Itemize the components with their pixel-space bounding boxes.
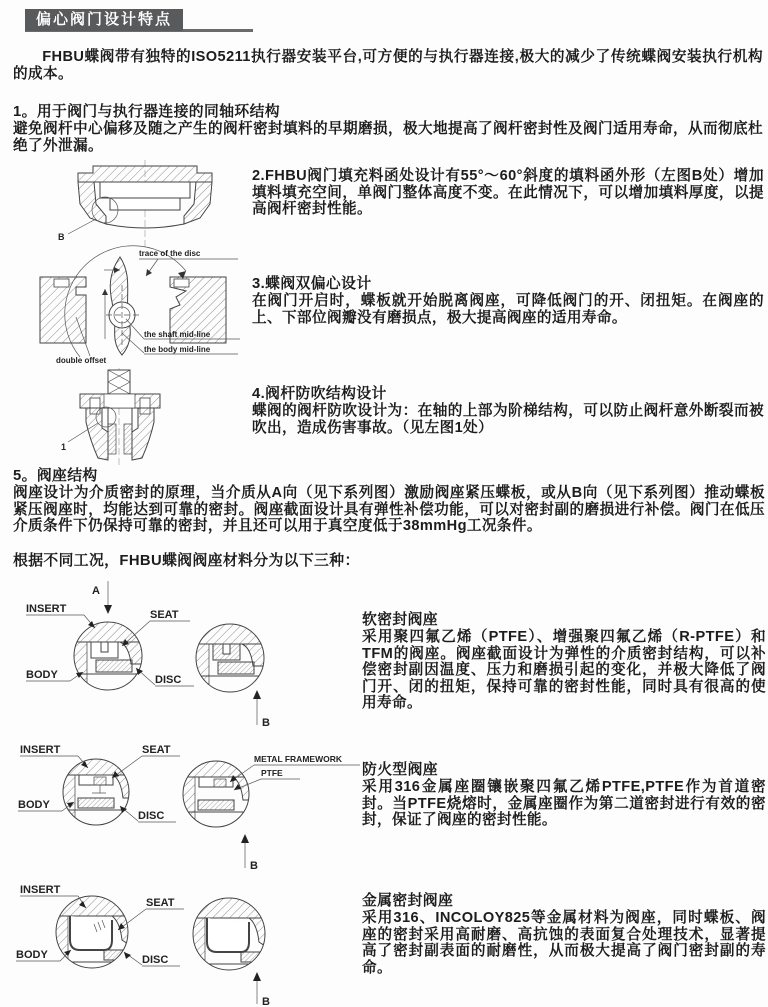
body-label: BODY xyxy=(18,799,50,811)
double-offset-label: double offset xyxy=(56,356,107,365)
seat-type-3-heading: 金属密封阀座 xyxy=(362,893,454,909)
flow-b-label: B xyxy=(262,717,270,729)
body-label: BODY xyxy=(26,669,58,681)
section-4-heading: 4.阀杆防吹结构设计 xyxy=(252,386,387,402)
seat-type-2-heading: 防火型阀座 xyxy=(362,762,438,778)
soft-seat-diagram xyxy=(8,578,363,730)
section-3-body: 在阀门开启时，蝶板就开始脱离阀座，可降低阀门的开、闭扭矩。在阀座的上、下部位阀瓣没有磨损点，极大提高阀座的适用寿命。 xyxy=(252,293,764,326)
trace-of-disc-label: trace of the disc xyxy=(139,249,201,258)
insert-label: INSERT xyxy=(20,884,61,896)
metal-seat-diagram xyxy=(8,876,363,1007)
insert-label: INSERT xyxy=(20,744,61,756)
section-1-body: 避免阀杆中心偏移及随之产生的阀杆密封填料的早期磨损，极大地提高了阀杆密封性及阀门适用寿命，从而彻底杜绝了外泄漏。 xyxy=(13,121,763,154)
flow-b-label: B xyxy=(250,860,258,872)
disc-label: DISC xyxy=(155,674,182,686)
section-5-body: 阀座设计为介质密封的原理，当介质从A向（见下系列图）激励阀座紧压蝶板，或从B向（见下系列图）推动蝶板紧压阀座时，均能达到可靠的密封。阀座截面设计具有弹性补偿功能，可以对密封副的磨损进行补偿。阀门在低压介质条件下仍保持可靠的密封，并且还可以用于真空度低于38mmHg工况条件。 xyxy=(13,485,765,535)
section-4-body: 蝶阀的阀杆防吹设计为：在轴的上部为阶梯结构，可以防止阀杆意外断裂而被吹出，造成伤害事故。（见左图1处） xyxy=(252,403,764,436)
seat-label: SEAT xyxy=(146,897,175,909)
stem-antiblowout-drawing xyxy=(52,368,192,468)
body-midline-label: the body mid-line xyxy=(144,345,211,354)
intro-paragraph: FHBU蝶阀带有独特的ISO5211执行器安装平台,可方便的与执行器连接,极大的减少了传统蝶阀安装执行机构的成本。 xyxy=(13,49,763,82)
shaft-midline-label: the shaft mid-line xyxy=(144,330,211,339)
detail-1-label: 1 xyxy=(61,442,67,452)
seat-label: SEAT xyxy=(142,744,171,756)
section-5-note: 根据不同工况，FHBU蝶阀阀座材料分为以下三种： xyxy=(13,553,360,569)
flow-a-label: A xyxy=(92,585,100,597)
body-label: BODY xyxy=(16,949,48,961)
seat-type-3-body: 采用316、INCOLOY825等金属材料为阀座，同时蝶板、阀座的密封采用高耐磨、高抗蚀的表面复合处理技术，显著提高了密封副表面的耐磨性，从而极大提高了阀门密封副的寿命。 xyxy=(362,910,766,976)
ptfe-label: PTFE xyxy=(261,768,283,778)
seat-label: SEAT xyxy=(150,609,179,621)
seat-type-1-heading: 软密封阀座 xyxy=(362,612,438,628)
metal-framework-label: METAL FRAMEWORK xyxy=(254,754,342,764)
fire-safe-seat-diagram xyxy=(8,742,363,872)
seat-type-1-body: 采用聚四氟乙烯（PTFE）、增强聚四氟乙烯（R-PTFE）和TFM的阀座。阀座截面设计为弹性的介质密封结构，可以补偿密封副因温度、压力和磨损引起的变化，并极大降低了阀门开、闭的扭矩，保持可靠的密封性能，同时具有很高的使用寿命。 xyxy=(362,629,766,712)
section-2-body: 2.FHBU阀门填充料函处设计有55°～60°斜度的填料函外形（左图B处）增加填料填充空间，单阀门整体高度不变。在此情况下，可以增加填料厚度，以提高阀杆密封性能。 xyxy=(252,168,764,218)
disc-label: DISC xyxy=(142,954,169,966)
double-offset-drawing xyxy=(26,243,246,369)
insert-label: INSERT xyxy=(26,603,67,615)
flow-b-label: B xyxy=(262,996,270,1007)
section-3-heading: 3.蝶阀双偏心设计 xyxy=(252,276,372,292)
detail-b-label: B xyxy=(58,232,65,242)
disc-label: DISC xyxy=(138,810,165,822)
section-5-heading: 5。阀座结构 xyxy=(13,468,98,484)
section-1-heading: 1。用于阀门与执行器连接的同轴环结构 xyxy=(13,104,280,120)
packing-gland-drawing xyxy=(50,158,250,254)
seat-type-2-body: 采用316金属座圈镶嵌聚四氟乙烯PTFE,PTFE作为首道密封。当PTFE烧熔时，金属座圈作为第二道密封进行有效的密封，保证了阀座的密封性能。 xyxy=(362,779,766,829)
page-title: 偏心阀门设计特点 xyxy=(25,9,183,31)
